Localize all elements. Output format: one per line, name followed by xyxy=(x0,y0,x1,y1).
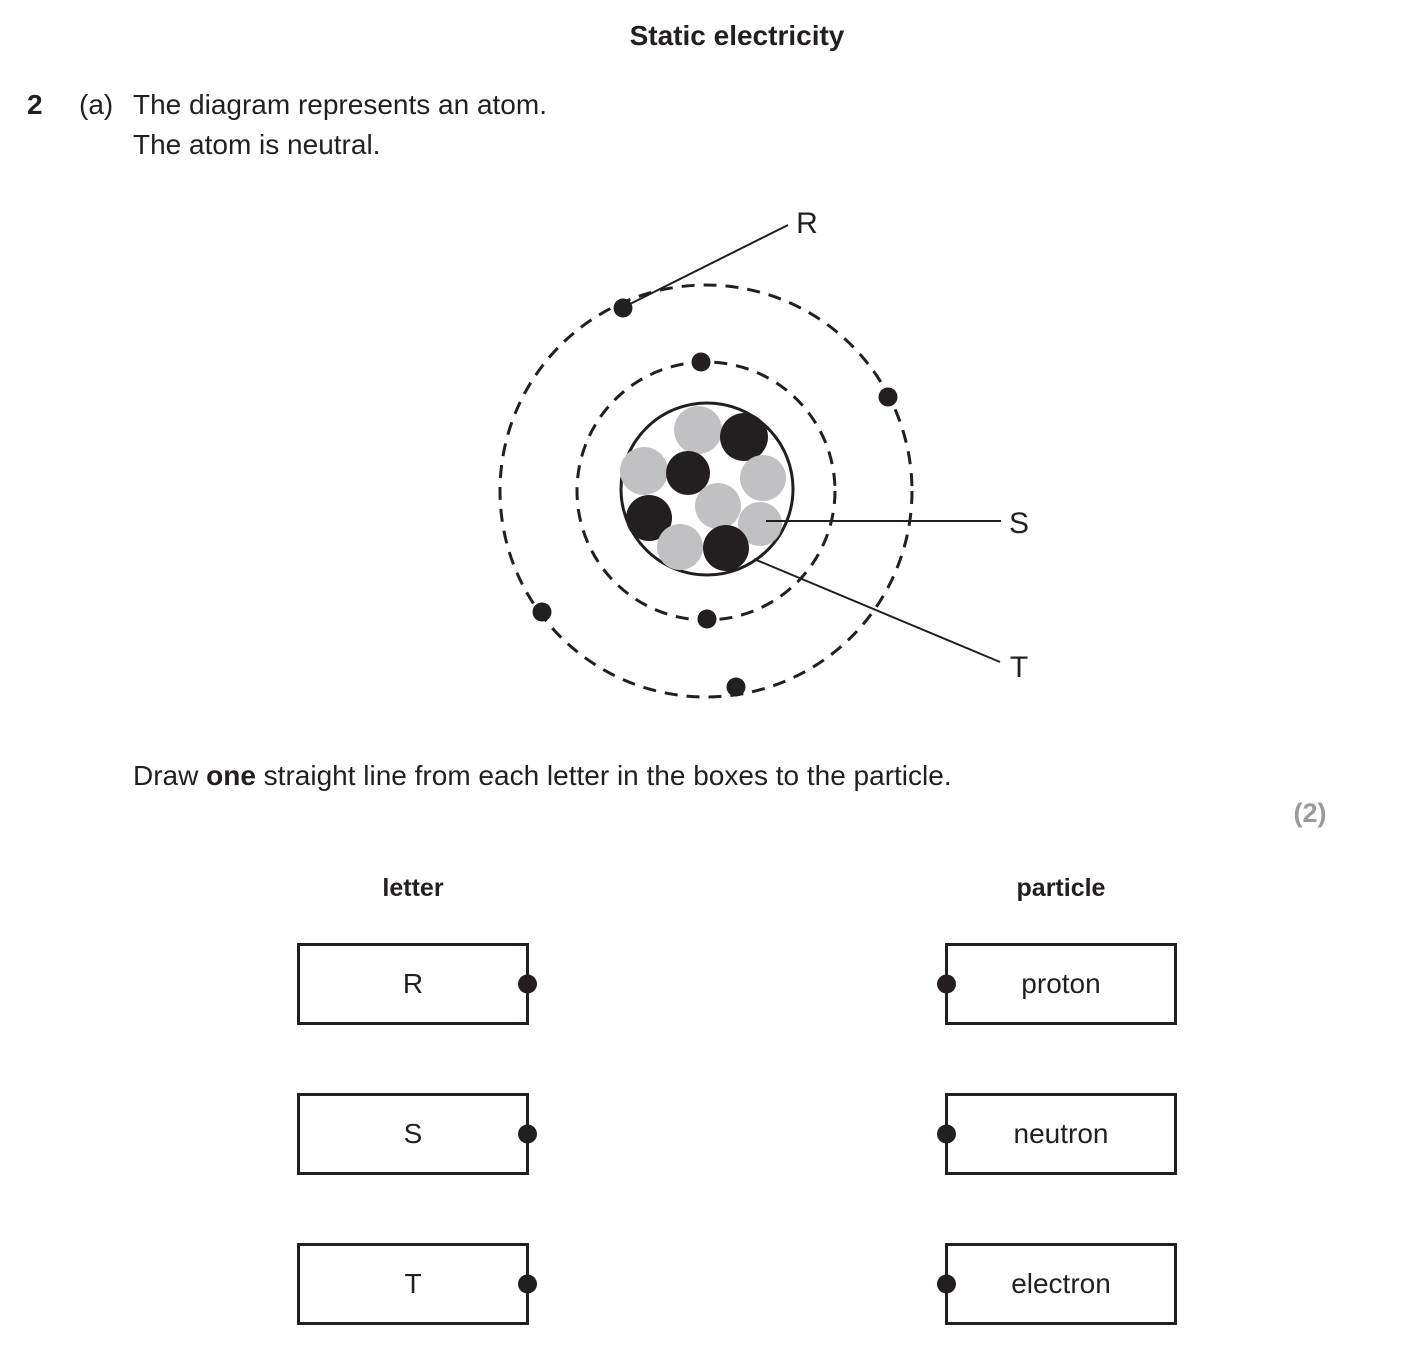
letter-box-r[interactable] xyxy=(297,943,529,1025)
nucleus-particle-gray xyxy=(695,483,741,529)
nucleus-particle-gray xyxy=(620,447,668,495)
connector-dot-r[interactable] xyxy=(518,975,537,994)
connector-dot-electron[interactable] xyxy=(937,1275,956,1294)
connector-dot-neutron[interactable] xyxy=(937,1125,956,1144)
letter-box-t[interactable] xyxy=(297,1243,529,1325)
instruction-text xyxy=(133,756,952,796)
electron-dot xyxy=(692,353,711,372)
instruction-post: straight line from each letter in the boxes to the particle. xyxy=(255,760,952,791)
instruction-pre: Draw xyxy=(133,760,207,791)
instruction-bold-word: one xyxy=(206,760,256,791)
nucleus-particle-black xyxy=(703,525,749,571)
letter-box-t-label: T xyxy=(404,1268,422,1299)
letter-column-header: letter xyxy=(382,874,444,902)
connector-dot-s[interactable] xyxy=(518,1125,537,1144)
electron-dot xyxy=(614,299,633,318)
connector-dot-proton[interactable] xyxy=(937,975,956,994)
t-leader-line xyxy=(754,559,1000,662)
connector-dot-t[interactable] xyxy=(518,1275,537,1294)
particle-box-neutron[interactable] xyxy=(945,1093,1177,1175)
nucleus-particle-gray xyxy=(740,455,786,501)
diagram-label-t: T xyxy=(1009,651,1029,684)
r-leader-line xyxy=(626,225,788,306)
particle-column-header: particle xyxy=(1016,874,1106,902)
letter-box-s-label: S xyxy=(403,1118,423,1149)
particle-box-electron-label: electron xyxy=(1011,1268,1111,1299)
nucleus-particle-gray xyxy=(674,406,722,454)
diagram-label-r: R xyxy=(796,207,818,240)
particle-box-proton-label: proton xyxy=(1021,968,1101,999)
electron-dot xyxy=(879,388,898,407)
statement-line-1: The diagram represents an atom. xyxy=(133,89,547,120)
particle-box-electron[interactable] xyxy=(945,1243,1177,1325)
question-number: 2 xyxy=(27,89,43,120)
particle-box-proton[interactable] xyxy=(945,943,1177,1025)
question-part-label: (a) xyxy=(79,89,114,120)
diagram-label-s: S xyxy=(1008,507,1030,540)
statement-line-2: The atom is neutral. xyxy=(133,129,381,160)
letter-box-r-label: R xyxy=(402,968,424,999)
letter-box-s[interactable] xyxy=(297,1093,529,1175)
marks-badge: (2) xyxy=(1293,798,1327,828)
nucleus-particle-gray xyxy=(657,524,703,570)
electron-dot xyxy=(533,603,552,622)
electron-dot xyxy=(698,610,717,629)
electron-dot xyxy=(727,678,746,697)
particle-box-neutron-label: neutron xyxy=(1013,1118,1109,1149)
page-title: Static electricity xyxy=(629,20,845,51)
nucleus-particle-black xyxy=(720,413,768,461)
